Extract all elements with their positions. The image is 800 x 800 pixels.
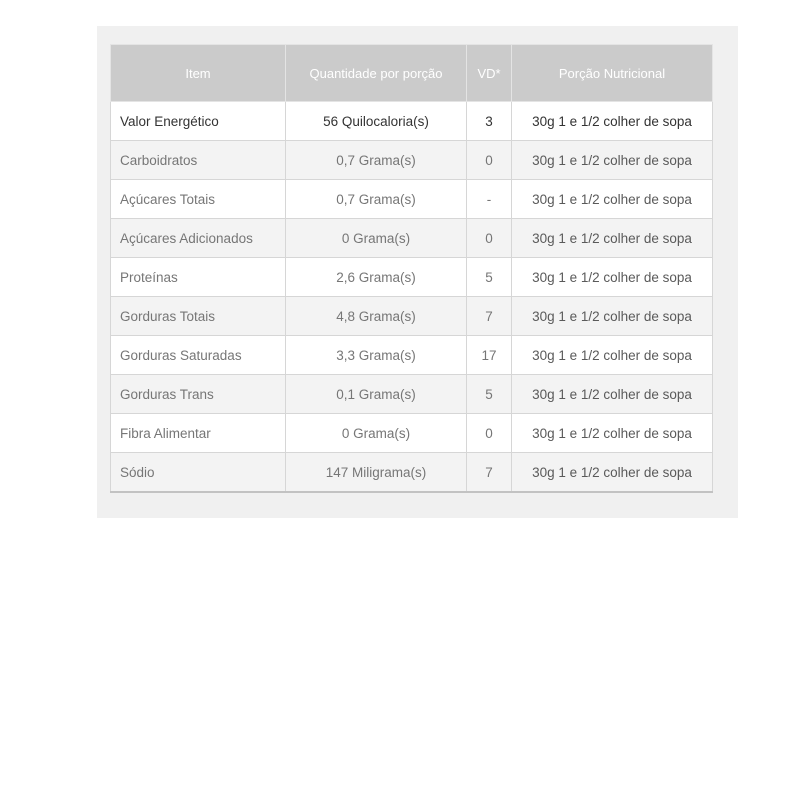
header-quantity: Quantidade por porção	[286, 45, 467, 102]
cell-quantity: 56 Quilocaloria(s)	[286, 102, 467, 141]
table-row	[111, 336, 713, 375]
cell-portion: 30g 1 e 1/2 colher de sopa	[512, 375, 713, 414]
cell-item: Gorduras Saturadas	[111, 336, 286, 375]
cell-item: Fibra Alimentar	[111, 414, 286, 453]
cell-item: Proteínas	[111, 258, 286, 297]
cell-quantity: 0 Grama(s)	[286, 219, 467, 258]
cell-portion: 30g 1 e 1/2 colher de sopa	[512, 219, 713, 258]
cell-item: Valor Energético	[111, 102, 286, 141]
header-vd: VD*	[467, 45, 512, 102]
nutrition-table	[110, 44, 713, 493]
cell-vd: 0	[467, 141, 512, 180]
header-item: Item	[111, 45, 286, 102]
nutrition-panel	[97, 26, 738, 518]
table-row	[111, 180, 713, 219]
header-portion: Porção Nutricional	[512, 45, 713, 102]
cell-quantity: 2,6 Grama(s)	[286, 258, 467, 297]
table-row	[111, 219, 713, 258]
cell-item: Açúcares Totais	[111, 180, 286, 219]
table-row	[111, 297, 713, 336]
cell-quantity: 0,7 Grama(s)	[286, 180, 467, 219]
cell-vd: -	[467, 180, 512, 219]
table-row	[111, 414, 713, 453]
cell-quantity: 0,1 Grama(s)	[286, 375, 467, 414]
cell-item: Gorduras Totais	[111, 297, 286, 336]
cell-portion: 30g 1 e 1/2 colher de sopa	[512, 102, 713, 141]
cell-portion: 30g 1 e 1/2 colher de sopa	[512, 141, 713, 180]
cell-portion: 30g 1 e 1/2 colher de sopa	[512, 258, 713, 297]
cell-portion: 30g 1 e 1/2 colher de sopa	[512, 180, 713, 219]
table-body	[111, 102, 713, 493]
cell-portion: 30g 1 e 1/2 colher de sopa	[512, 336, 713, 375]
cell-vd: 5	[467, 258, 512, 297]
cell-portion: 30g 1 e 1/2 colher de sopa	[512, 453, 713, 493]
cell-item: Gorduras Trans	[111, 375, 286, 414]
table-row	[111, 453, 713, 493]
cell-portion: 30g 1 e 1/2 colher de sopa	[512, 414, 713, 453]
cell-item: Açúcares Adicionados	[111, 219, 286, 258]
cell-vd: 5	[467, 375, 512, 414]
cell-vd: 3	[467, 102, 512, 141]
table-row	[111, 102, 713, 141]
cell-vd: 7	[467, 453, 512, 493]
header-row	[111, 45, 713, 102]
cell-quantity: 3,3 Grama(s)	[286, 336, 467, 375]
cell-vd: 0	[467, 219, 512, 258]
cell-quantity: 147 Miligrama(s)	[286, 453, 467, 493]
cell-vd: 17	[467, 336, 512, 375]
cell-quantity: 4,8 Grama(s)	[286, 297, 467, 336]
cell-portion: 30g 1 e 1/2 colher de sopa	[512, 297, 713, 336]
table-row	[111, 375, 713, 414]
cell-quantity: 0 Grama(s)	[286, 414, 467, 453]
table-header	[111, 45, 713, 102]
cell-vd: 0	[467, 414, 512, 453]
cell-vd: 7	[467, 297, 512, 336]
table-row	[111, 141, 713, 180]
cell-quantity: 0,7 Grama(s)	[286, 141, 467, 180]
cell-item: Sódio	[111, 453, 286, 493]
cell-item: Carboidratos	[111, 141, 286, 180]
table-row	[111, 258, 713, 297]
